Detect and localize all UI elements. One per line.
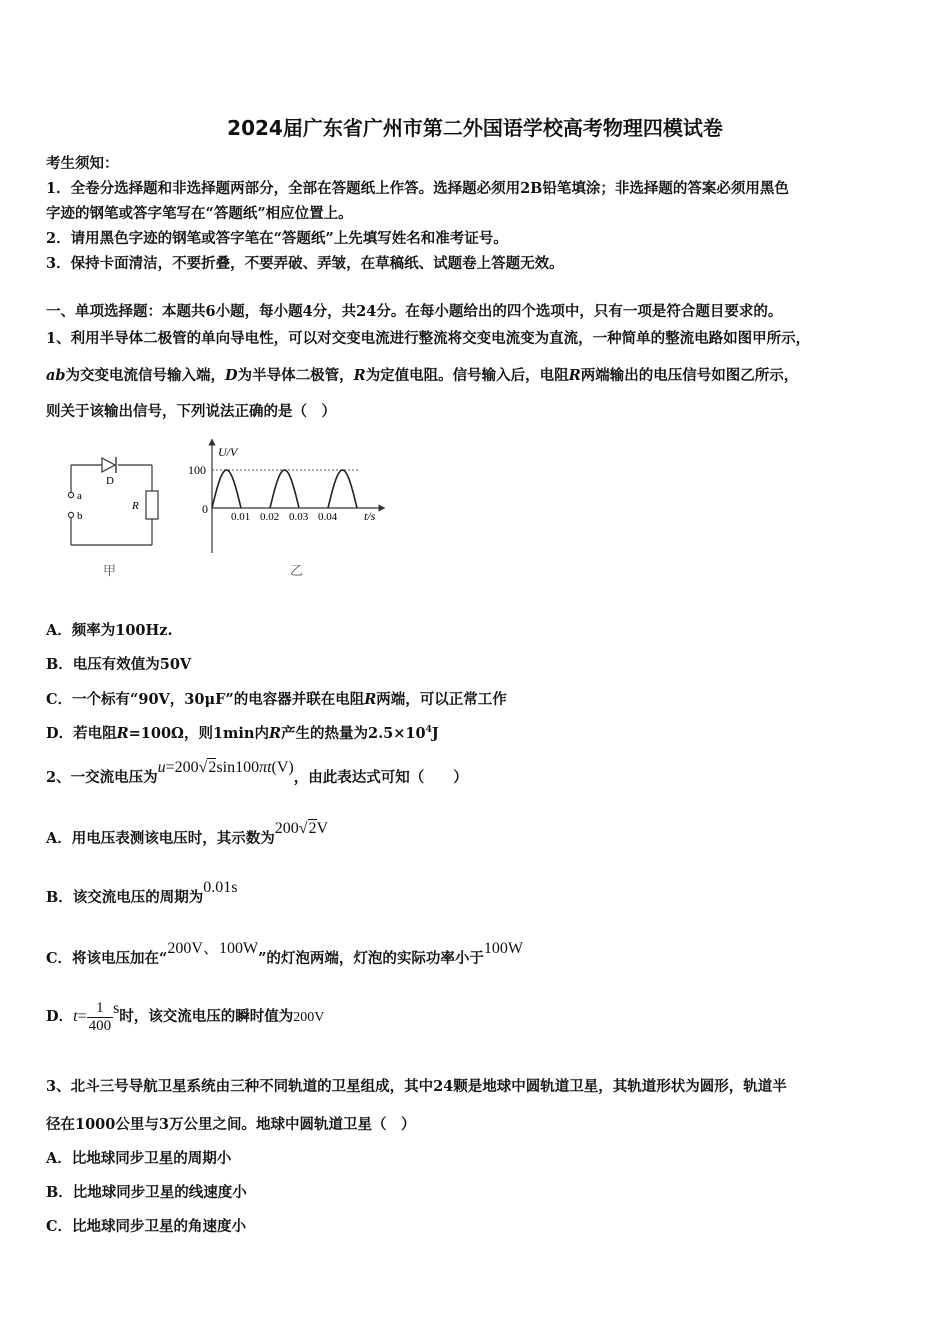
q2-option-a xyxy=(46,820,329,848)
q2-a-pre: A．用电压表测该电压时，其示数为 xyxy=(46,830,275,847)
q1-d-post: 产生的热量为2.5×10 xyxy=(281,725,426,742)
q1-c-post: 两端，可以正常工作 xyxy=(376,691,507,708)
q1-R: R xyxy=(353,367,366,384)
q1-option-a: A．频率为100Hz. xyxy=(46,622,173,639)
q1-option-c xyxy=(46,688,507,709)
q2-sin: sin100 xyxy=(216,759,260,776)
q2-option-c xyxy=(46,940,524,968)
q1-d-mid: =100Ω，则1min内 xyxy=(128,725,269,742)
notice-item-1: 1．全卷分选择题和非选择题两部分，全部在答题纸上作答。选择题必须用2B铅笔填涂；非选择题的答案必须用黑色 xyxy=(46,180,789,197)
q3-option-b: B．比地球同步卫星的线速度小 xyxy=(46,1184,247,1201)
figure-yi-caption: 乙 xyxy=(290,563,304,578)
q2-post: ，由此表达式可知（ ） xyxy=(293,769,468,786)
q1-line-2 xyxy=(46,364,798,385)
q2-c-value: 100W xyxy=(483,940,524,957)
resistor-label: R xyxy=(132,500,139,512)
y-tick-100: 100 xyxy=(188,463,206,477)
q1-text-d: 两端输出的电压信号如图乙所示， xyxy=(580,367,799,384)
q1-d-unit: J xyxy=(431,725,439,742)
q2-a-value: 200√2V xyxy=(274,820,329,837)
q1-text-a: 为交变电流信号输入端， xyxy=(65,367,226,384)
voltage-hump-3 xyxy=(328,470,357,508)
q3-line-2: 径在1000公里与3万公里之间。地球中圆轨道卫星（ ） xyxy=(46,1116,416,1133)
q1-line-1: 1、利用半导体二极管的单向导电性，可以对交变电流进行整流将交变电流变为直流，一种简单的整流电路如图甲所示， xyxy=(46,330,811,347)
notice-heading: 考生须知： xyxy=(46,155,119,172)
q2-b-value: 0.01s xyxy=(203,879,238,896)
q2-d-formula xyxy=(73,1000,120,1034)
q3-option-c: C．比地球同步卫星的角速度小 xyxy=(46,1218,247,1235)
notice-item-2: 2．请用黑色字迹的钢笔或答字笔在“答题纸”上先填写姓名和准考证号。 xyxy=(46,230,508,247)
q1-text-b: 为半导体二极管， xyxy=(237,367,354,384)
q2-eq: =200 xyxy=(165,759,199,776)
q2-d-eq: = xyxy=(77,1008,87,1026)
q2-option-d xyxy=(46,1000,324,1035)
x-axis-label: t/s xyxy=(364,509,376,523)
q2-d-fraction xyxy=(87,1000,114,1035)
resistor-symbol xyxy=(146,491,158,519)
q1-c-R: R xyxy=(364,691,377,708)
q1-d-exp: 4 xyxy=(425,725,432,736)
q2-b-pre: B．该交流电压的周期为 xyxy=(46,889,204,906)
voltage-hump-2 xyxy=(270,470,299,508)
q2-stem xyxy=(46,759,468,787)
q2-d-s: s xyxy=(113,1000,120,1018)
x-tick-label-3: 0.03 xyxy=(289,511,309,523)
q1-d-R: R xyxy=(116,725,129,742)
q1-text-c: 为定值电阻。信号输入后，电阻 xyxy=(365,367,569,384)
x-tick-label-2: 0.02 xyxy=(260,511,280,523)
y-axis-label: U/V xyxy=(218,445,238,459)
voltage-hump-1 xyxy=(212,470,241,508)
terminal-a-label: a xyxy=(77,490,82,502)
notice-item-3: 3．保持卡面清洁，不要折叠，不要弄破、弄皱，在草稿纸、试题卷上答题无效。 xyxy=(46,255,564,272)
diode-symbol xyxy=(102,458,115,472)
q2-d-den: 400 xyxy=(88,1018,112,1034)
x-tick-label-4: 0.04 xyxy=(318,511,338,523)
q1-option-d xyxy=(46,722,439,743)
q1-option-b: B．电压有效值为50V xyxy=(46,656,192,673)
terminal-b-dot xyxy=(68,512,73,517)
q2-d-num: 1 xyxy=(87,1000,114,1018)
q2-unit: (V) xyxy=(271,759,294,776)
q2-pi-t: πt xyxy=(259,759,272,776)
q2-u: u xyxy=(157,759,166,776)
q2-d-value: 200V xyxy=(293,1010,325,1026)
q2-formula: u=200√2sin100πt(V) xyxy=(157,759,294,776)
q2-option-b xyxy=(46,879,238,907)
q2-c-mid: ”的灯泡两端，灯泡的实际功率小于 xyxy=(258,950,484,967)
q3-option-a: A．比地球同步卫星的周期小 xyxy=(46,1150,232,1167)
origin-label: 0 xyxy=(202,502,208,516)
voltage-chart xyxy=(180,438,390,586)
q2-a-num: 200 xyxy=(274,820,299,837)
terminal-a-dot xyxy=(68,492,73,497)
q2-d-pre: D． xyxy=(46,1008,74,1026)
q2-d-t: t xyxy=(73,1008,78,1026)
q2-sqrt: 2 xyxy=(208,759,217,776)
q1-d-R2: R xyxy=(268,725,282,742)
q2-a-sqrt: 2 xyxy=(308,820,317,837)
q1-D: D xyxy=(225,367,238,384)
diode-label: D xyxy=(106,475,114,487)
q2-pre: 2、一交流电压为 xyxy=(46,769,158,786)
x-tick-label-1: 0.01 xyxy=(231,511,251,523)
exam-title: 2024届广东省广州市第二外国语学校高考物理四模试卷 xyxy=(227,116,723,140)
q1-ab: ab xyxy=(46,367,66,384)
notice-item-1-cont: 字迹的钢笔或答字笔写在“答题纸”相应位置上。 xyxy=(46,205,353,222)
circuit-diagram xyxy=(60,445,170,585)
q1-d-pre: D．若电阻 xyxy=(46,725,117,742)
q1-R2: R xyxy=(568,367,581,384)
section-heading: 一、单项选择题：本题共6小题，每小题4分，共24分。在每小题给出的四个选项中，只有一项是符合题目要求的。 xyxy=(46,303,783,320)
terminal-b-label: b xyxy=(77,510,83,522)
q3-line-1: 3、北斗三号导航卫星系统由三种不同轨道的卫星组成，其中24颗是地球中圆轨道卫星，其轨道形状为圆形，轨道半 xyxy=(46,1078,787,1095)
q1-line-3: 则关于该输出信号，下列说法正确的是（ ） xyxy=(46,403,336,420)
q1-c-pre: C．一个标有“90V，30μF”的电容器并联在电阻 xyxy=(46,691,365,708)
figure-jia-caption: 甲 xyxy=(103,563,117,578)
q2-c-pre: C．将该电压加在“ xyxy=(46,950,168,967)
q2-a-unit: V xyxy=(316,820,329,837)
q2-c-rating: 200V、100W xyxy=(167,940,259,957)
q2-d-mid: 时，该交流电压的瞬时值为 xyxy=(119,1008,294,1026)
